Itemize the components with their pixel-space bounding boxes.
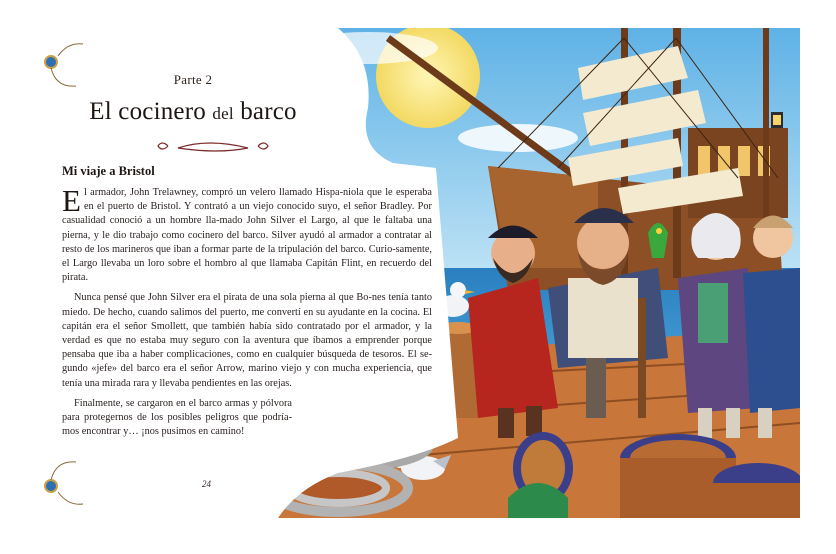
chapter-title-part-c: barco	[240, 98, 297, 125]
paragraph: Nunca pensé que John Silver era el pirata de una sola pierna al que Bo-nes tenía tanto miedo. De hecho, cuando salimos del puerto, me convertí en su ayudante en la cocina. El capitán era el señor Smollett, que también había sido contratado por el armador, y la verdad es que no estaba muy seguro con la aventura que íbamos a emprender porque pensaba que iba a haber complicaciones, como en cualquier búsqueda de tesoros. El se-gundo «jefe» del barco era el señor Arrow, marino viejo y con mucha experiencia, que tenía una mirada rara y llevaba pendientes en las orejas.	[62, 292, 432, 389]
text-panel	[38, 28, 432, 518]
chapter-title-part-b: del	[212, 104, 234, 123]
part-label: Parte 2	[173, 72, 213, 87]
chapter-title	[38, 98, 348, 126]
section-heading: Mi viaje a Bristol	[62, 164, 155, 178]
book-page	[38, 28, 800, 518]
page-number: 24	[202, 479, 211, 489]
body-text	[62, 183, 432, 445]
paragraph: El armador, John Trelawney, compró un velero llamado Hispa-niola que le esperaba en el puerto de Bristol. Y contrató a un viejo conocido suyo, el señor Bradley. Por casualidad conoció a un hombre lla-mado John Silver el Largo, al que le faltaba una pierna, y le dio trabajo como cocinero del barco. Silver ayudó al armador a contratar al resto de los marineros que iban a formar parte de la tripulación del barco. Curio-samente, el Largo llevaba un loro sobre el hombro al que llamaba Capitán Flint, en recuerdo del pirata.	[62, 183, 432, 284]
paragraph: Finalmente, se cargaron en el barco armas y pólvora para protegernos de los posibles peligros que podría-mos encontrar y… ¡nos pusimos en camino!	[62, 397, 292, 438]
chapter-title-part-a: El cocinero	[89, 98, 206, 125]
dropcap: E	[62, 183, 81, 218]
